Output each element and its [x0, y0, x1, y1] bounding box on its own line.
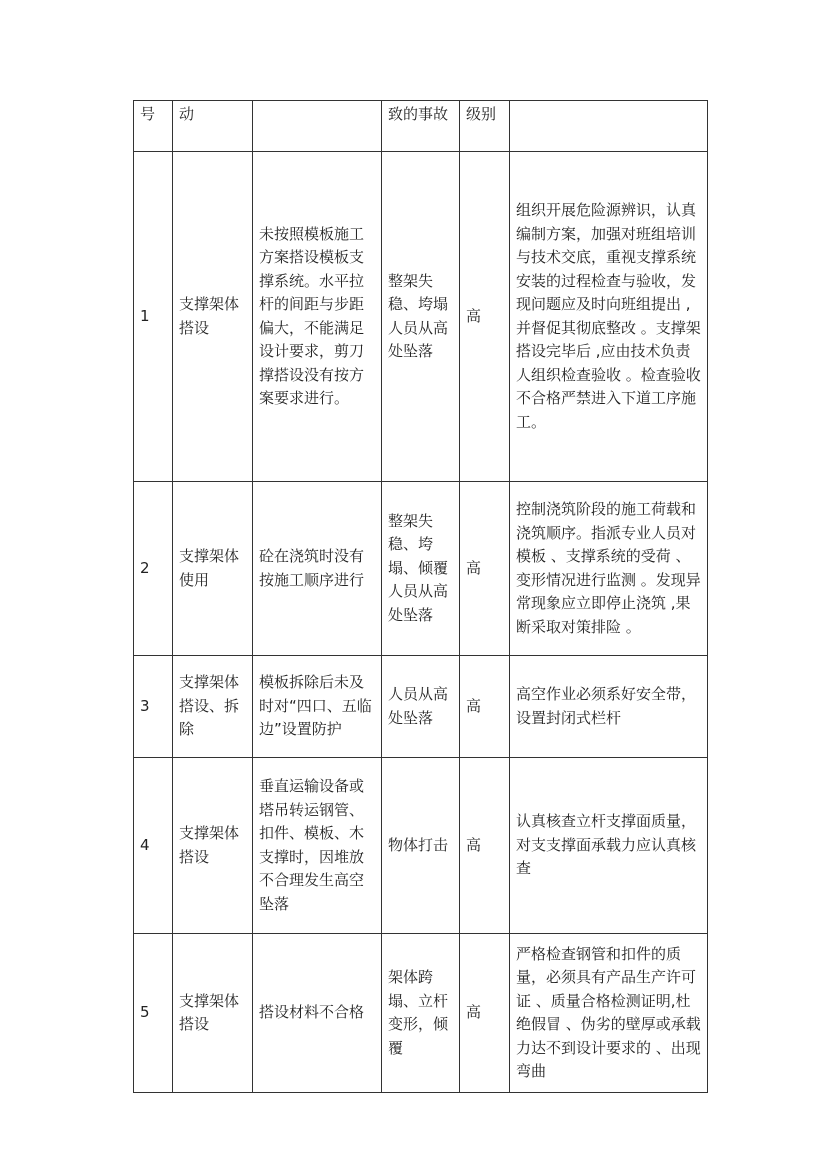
header-number: 号: [134, 101, 173, 152]
row-measures: 高空作业必须系好安全带，设置封闭式栏杆: [510, 656, 708, 758]
row-level: 高: [460, 656, 510, 758]
header-cause: [253, 101, 382, 152]
header-accident: 致的事故: [382, 101, 460, 152]
header-activity: 动: [173, 101, 253, 152]
header-level: 级别: [460, 101, 510, 152]
row-accident: 整架失稳、垮塌 人员从高处坠落: [382, 152, 460, 482]
table-row: [134, 758, 708, 934]
row-level: 高: [460, 758, 510, 934]
row-number: 5: [134, 934, 173, 1093]
row-level: 高: [460, 934, 510, 1093]
row-number: 1: [134, 152, 173, 482]
table-row: [134, 482, 708, 656]
row-measures: 组织开展危险源辨识，认真编制方案，加强对班组培训与技术交底，重视支撑系统安装的过程检查与验收，发现问题应及时向班组提出 ,并督促其彻底整改 。支撑架搭设完毕后 ,应由技术负责人组织检查验收 。检查验收不合格严禁进入下道工序施工。: [510, 152, 708, 482]
row-accident: 物体打击: [382, 758, 460, 934]
row-cause: 搭设材料不合格: [253, 934, 382, 1093]
row-accident: 人员从高处坠落: [382, 656, 460, 758]
table-row: [134, 152, 708, 482]
row-cause: 垂直运输设备或塔吊转运钢管、扣件、模板、木支撑时，因堆放不合理发生高空坠落: [253, 758, 382, 934]
table-header-row: [134, 101, 708, 152]
row-measures: 控制浇筑阶段的施工荷载和浇筑顺序。指派专业人员对模板 、支撑系统的受荷 、变形情况进行监测 。发现异常现象应立即停止浇筑 ,果断采取对策排险 。: [510, 482, 708, 656]
header-measures: [510, 101, 708, 152]
row-cause: 砼在浇筑时没有按施工顺序进行: [253, 482, 382, 656]
row-cause: 模板拆除后未及时对“四口、五临边”设置防护: [253, 656, 382, 758]
row-activity: 支撑架体搭设: [173, 934, 253, 1093]
row-measures: 严格检查钢管和扣件的质量，必须具有产品生产许可证 、质量合格检测证明,杜绝假冒 、伪劣的壁厚或承载力达不到设计要求的 、出现弯曲: [510, 934, 708, 1093]
hazard-table: [133, 100, 708, 1093]
row-cause: 未按照模板施工方案搭设模板支撑系统。水平拉杆的间距与步距偏大，不能满足设计要求，剪刀撑搭设没有按方案要求进行。: [253, 152, 382, 482]
row-activity: 支撑架体搭设: [173, 758, 253, 934]
table-row: [134, 934, 708, 1093]
row-number: 4: [134, 758, 173, 934]
row-number: 2: [134, 482, 173, 656]
row-measures: 认真核查立杆支撑面质量，对支支撑面承载力应认真核查: [510, 758, 708, 934]
row-activity: 支撑架体使用: [173, 482, 253, 656]
row-activity: 支撑架体搭设、拆除: [173, 656, 253, 758]
table-row: [134, 656, 708, 758]
row-level: 高: [460, 152, 510, 482]
row-level: 高: [460, 482, 510, 656]
row-accident: 架体跨塌、立杆变形，倾覆: [382, 934, 460, 1093]
row-accident: 整架失稳、垮塌、倾覆 人员从高处坠落: [382, 482, 460, 656]
row-activity: 支撑架体搭设: [173, 152, 253, 482]
row-number: 3: [134, 656, 173, 758]
